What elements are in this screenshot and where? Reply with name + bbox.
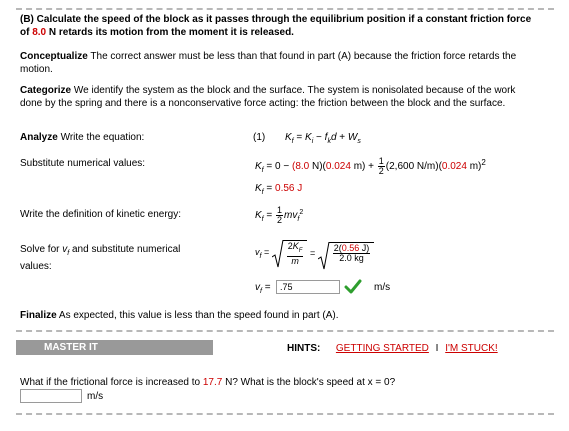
conceptualize-paragraph: Conceptualize The correct answer must be less than that found in part (A) because the friction force retards the motion. [20, 51, 517, 75]
im-stuck-link[interactable]: I'M STUCK! [445, 343, 498, 354]
part-b-question: (B) Calculate the speed of the block as it passes through the equilibrium position if a constant friction force of 8.0 N retards its motion from the moment it is released. [20, 14, 532, 38]
finalize-paragraph: Finalize As expected, this value is less than the speed found in part (A). [20, 310, 339, 321]
master-it-answer-input[interactable] [20, 389, 82, 403]
friction-force-value: 8.0 [32, 27, 47, 38]
solve-label: Solve for $v_f$ and substitute numerical values: [20, 244, 181, 272]
answer-unit: m/s [374, 282, 391, 293]
vf-label: $v_f$ = [255, 282, 271, 295]
hints-bar: HINTS: GETTING STARTED I I'M STUCK! [287, 343, 498, 354]
equation-number: (1) [253, 132, 266, 143]
master-it-button[interactable]: MASTER IT [16, 340, 213, 355]
substitute-label: Substitute numerical values: [20, 158, 146, 169]
kf-result: $K_f = 0.56$ J [255, 183, 303, 196]
master-it-question: What if the frictional force is increased to 17.7 N? What is the block's speed at x = 0? [20, 377, 396, 388]
categorize-paragraph: Categorize We identify the system as the block and the surface. The system is nonisolated because of the work done by the spring and there is a nonconservative force acting: the friction between the block and the surface. [20, 85, 516, 109]
top-divider [16, 8, 554, 10]
answer-input[interactable] [276, 280, 340, 294]
getting-started-link[interactable]: GETTING STARTED [335, 343, 429, 354]
kinetic-energy-equation: $K_f$ = $\frac{1}{2}$ $mv_f^2$ [255, 205, 304, 225]
analyze-label: Analyze Write the equation: [20, 132, 145, 143]
velocity-equation: $v_f$ = $\frac{2K_F}{m}$ = $\frac{2(0.56 J)}{2.0 kg}$ [255, 240, 374, 266]
sqrt-numeric: $\frac{2(0.56 J)}{2.0 kg}$ [318, 242, 375, 263]
friction-force-new: 17.7 [202, 377, 223, 388]
one-half-fraction: $\frac{1}{2}$ [378, 156, 384, 176]
master-it-unit: m/s [87, 391, 104, 402]
middle-divider [16, 330, 554, 332]
bottom-divider [16, 413, 554, 415]
sqrt-symbolic: $\frac{2K_F}{m}$ [272, 240, 308, 266]
checkmark-icon [344, 279, 362, 298]
kinetic-energy-label: Write the definition of kinetic energy: [20, 209, 182, 220]
substitution-equation: $K_f = 0 - (8.0$ N)(0.024 m) + $\frac{1}{2}$ (2,600 N/m)(0.024 m)$^2$ [255, 156, 486, 176]
energy-equation: $K_f = K_i - f_kd + W_s$ [285, 132, 361, 145]
